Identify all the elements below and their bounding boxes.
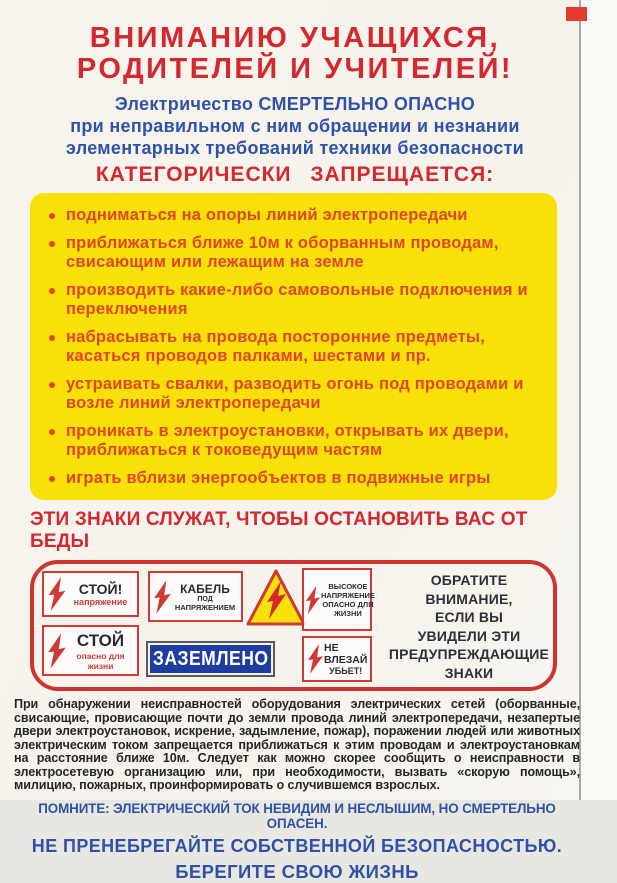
notice-text: [383, 571, 555, 682]
sign-text: ЗАЗЕМЛЕНО: [152, 647, 269, 670]
sign-text: КАБЕЛЬ: [180, 581, 230, 596]
lightning-bolt-icon: [307, 642, 324, 676]
intro-line-1: Электричество СМЕРТЕЛЬНО ОПАСНО: [114, 94, 476, 114]
list-item-text: играть вблизи энергообъектов в подвижные игры: [66, 468, 491, 487]
list-item: [42, 281, 547, 320]
sign-stop-voltage: [42, 571, 139, 617]
sign-text: СТОЙ!: [78, 581, 123, 597]
lightning-bolt-icon: [153, 579, 172, 615]
list-item-text: набрасывать на провода посторонние предметы, касаться проводов палками, шестами и пр.: [66, 327, 485, 365]
paper-edge: [581, 0, 617, 800]
sign-text: НАПРЯЖЕНИЕ: [321, 590, 375, 600]
list-item-text: производить какие-либо самовольные подключения и переключения: [66, 280, 528, 318]
footer-line-2: БЕРЕГИТЕ СВОЮ ЖИЗНЬ: [175, 860, 419, 882]
lightning-bolt-icon: [47, 633, 67, 669]
sign-text: УБЬЕТ!: [329, 666, 363, 676]
page-title: [30, 23, 560, 85]
footer-line-1: НЕ ПРЕНЕБРЕГАЙТЕ СОБСТВЕННОЙ БЕЗОПАСНОСТЬЮ.: [31, 835, 563, 856]
list-item-text: проникать в электроустановки, открывать их двери, приближаться к токоведущим частям: [66, 421, 509, 459]
sign-text: жизни: [87, 660, 114, 671]
sign-text: НЕ ВЛЕЗАЙ: [324, 642, 368, 666]
list-item: [42, 328, 547, 367]
sign-text: СТОЙ: [76, 630, 125, 650]
list-item-text: устраивать свалки, разводить огонь под проводами и возле линий электропередачи: [66, 374, 524, 412]
sign-no-climb: [302, 636, 372, 682]
poster-content: [14, 0, 580, 883]
warning-paragraph: При обнаружении неисправностей оборудования электрических сетей (оборванные, свисающие, провисающие почти до земли провода линий электропередачи, незапертые двери электроустановок, искрение, задымление, пожар), поражении людей или животных электрическим током запрещается приближаться к этим проводам и электроустановкам на расстояние ближе 10м. Следует как можно скорее сообщить о неисправности в электросетевую организацию или, при необходимости, вызвать «скорую помощь», милицию, пожарных, проинформировать о случившемся взрослых.: [14, 697, 580, 792]
list-item: [42, 375, 547, 414]
notice-line: ЕСЛИ ВЫ: [434, 609, 504, 625]
list-item-text: приближаться ближе 10м к оборванным проводам, свисающим или лежащим на земле: [66, 233, 499, 271]
bullet-dot-icon: [49, 382, 55, 388]
intro-line-3: элементарных требований техники безопасности: [65, 138, 525, 158]
sign-text: опасно для: [76, 650, 125, 661]
list-item: [42, 234, 547, 273]
prohibited-heading: КАТЕГОРИЧЕСКИ ЗАПРЕЩАЕТСЯ:: [95, 163, 495, 186]
list-item: [42, 422, 547, 461]
sign-text: НАПРЯЖЕНИЕМ: [174, 602, 236, 612]
sign-text: ВЫСОКОЕ: [328, 581, 368, 591]
title-line-2: РОДИТЕЛЕЙ И УЧИТЕЛЕЙ!: [76, 53, 514, 85]
title-line-1: ВНИМАНИЮ УЧАЩИХСЯ,: [89, 22, 501, 54]
intro-text: [30, 93, 560, 159]
notice-line: УВИДЕЛИ ЭТИ: [417, 627, 521, 644]
red-corner-mark: [566, 7, 587, 21]
list-item: [42, 469, 547, 489]
bullet-dot-icon: [49, 476, 55, 482]
sign-cable-under-voltage: [148, 571, 243, 622]
sign-text: ПОД: [197, 595, 213, 603]
lightning-bolt-icon: [47, 577, 67, 611]
high-voltage-triangle-icon: [246, 567, 306, 633]
signs-heading: ЭТИ ЗНАКИ СЛУЖАТ, ЧТОБЫ ОСТАНОВИТЬ ВАС ОТ БЕДЫ: [30, 509, 528, 552]
sign-text: ЖИЗНИ: [334, 608, 362, 618]
remember-line: ПОМНИТЕ: ЭЛЕКТРИЧЕСКИЙ ТОК НЕВИДИМ И НЕСЛЫШИМ, НО СМЕРТЕЛЬНО ОПАСЕН.: [38, 800, 556, 831]
sign-grounded: [146, 641, 275, 677]
bullet-dot-icon: [49, 213, 55, 219]
sign-text: напряжение: [73, 597, 128, 607]
bullet-dot-icon: [49, 241, 55, 247]
list-item: [42, 206, 547, 226]
bullet-dot-icon: [49, 335, 55, 341]
notice-line: ПРЕДУПРЕЖДАЮЩИЕ: [388, 646, 550, 662]
bullet-dot-icon: [49, 429, 55, 435]
prohibited-list-box: [30, 193, 557, 500]
sign-high-voltage-danger: [302, 568, 375, 631]
notice-line: ВНИМАНИЕ,: [425, 590, 513, 607]
sign-stop-danger: [42, 625, 139, 676]
notice-line: ЗНАКИ: [444, 664, 494, 681]
list-item-text: подниматься на опоры линий электропередачи: [66, 206, 468, 224]
lightning-bolt-icon: [305, 580, 321, 620]
notice-line: ОБРАТИТЕ: [430, 572, 508, 588]
warning-signs-panel: [30, 560, 557, 691]
intro-line-2: при неправильном с ним обращении и незнании: [70, 116, 520, 136]
bullet-dot-icon: [49, 288, 55, 294]
sign-text: ОПАСНО ДЛЯ: [322, 599, 374, 609]
